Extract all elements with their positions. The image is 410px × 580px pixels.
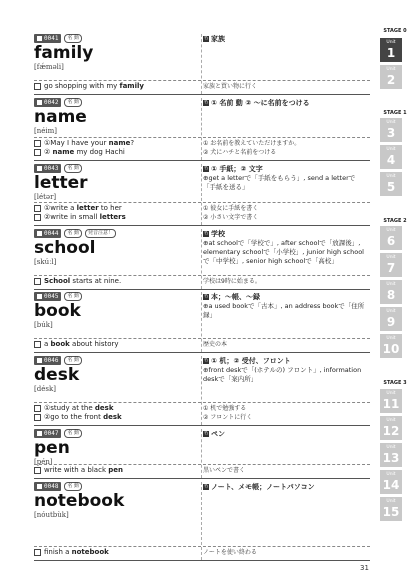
highlighted-word: School	[44, 277, 71, 285]
checkbox-icon[interactable]	[34, 405, 41, 412]
meaning: ノート、メモ帳；ノートパソコン	[211, 483, 315, 491]
noun-icon: 名	[203, 231, 209, 236]
pronunciation: [nóutbùk]	[34, 511, 69, 519]
page-number: 31	[360, 564, 369, 572]
example-sentence: School starts at nine.	[34, 277, 199, 286]
highlighted-word: desk	[103, 413, 122, 421]
noun-icon: 名	[203, 36, 209, 41]
unit-number: 6	[386, 234, 396, 248]
checkbox-icon[interactable]	[37, 100, 42, 105]
usage-note: ⊕front deskで「(ホテルの) フロント」, information deskで「案内所」	[203, 366, 362, 383]
column-separator	[201, 98, 202, 160]
headword: pen	[34, 438, 70, 458]
vocab-entry	[34, 164, 370, 225]
unit-tab-9[interactable]	[380, 307, 402, 331]
unit-number: 13	[382, 451, 400, 465]
checkbox-icon[interactable]	[34, 140, 41, 147]
meaning: ① 手紙；② 文字	[211, 165, 263, 173]
vocab-entry	[34, 292, 370, 352]
entry-header	[34, 98, 82, 107]
definition	[203, 165, 368, 192]
column-separator	[201, 34, 202, 94]
example-translation: 家族と買い物に行く	[203, 83, 258, 90]
unit-number: 1	[386, 46, 396, 60]
example-sentence: a book about history	[34, 340, 199, 349]
example-translation: ② 小さい文字で書く	[203, 214, 259, 221]
part-of-speech-tag: 名 動	[64, 98, 82, 107]
unit-number: 9	[386, 315, 396, 329]
unit-number: 2	[386, 73, 396, 87]
unit-tab-2[interactable]	[380, 65, 402, 89]
checkbox-icon[interactable]	[34, 83, 41, 90]
meaning: ① 机；② 受付、フロント	[211, 357, 291, 365]
column-separator	[201, 356, 202, 425]
noun-icon: 名	[203, 166, 209, 171]
column-separator	[201, 229, 202, 289]
highlighted-word: desk	[94, 404, 114, 412]
example-translation: 歴史の本	[203, 341, 228, 348]
unit-label: Unit	[386, 499, 396, 504]
example-divider	[34, 80, 370, 81]
headword: school	[34, 238, 96, 258]
pronunciation: [fǽməli]	[34, 63, 64, 71]
unit-tab-7[interactable]	[380, 253, 402, 277]
headword: name	[34, 107, 87, 127]
definition	[203, 293, 368, 320]
entry-header	[34, 229, 116, 238]
unit-label: Unit	[386, 418, 396, 423]
unit-tab-6[interactable]	[380, 226, 402, 250]
unit-tab-11[interactable]	[380, 389, 402, 413]
checkbox-icon[interactable]	[37, 294, 42, 299]
entry-header	[34, 34, 82, 43]
entry-number: 0042	[34, 98, 61, 107]
pronunciation: [pén]	[34, 458, 53, 466]
meaning: 本；～帳、～録	[211, 293, 260, 301]
vocab-entry	[34, 429, 370, 478]
example-translation: ノートを使い終わる	[203, 549, 257, 556]
part-of-speech-tag: 名 動	[64, 292, 82, 301]
entry-header	[34, 356, 82, 365]
pronunciation: [néim]	[34, 127, 57, 135]
example-sentence: go shopping with my family	[34, 82, 199, 91]
checkbox-icon[interactable]	[37, 231, 42, 236]
example-translation: 学校は9時に始まる。	[203, 278, 261, 285]
headword: desk	[34, 365, 80, 385]
entry-number: 0046	[34, 356, 61, 365]
example-translation: ② 犬にハチと名前をつける	[203, 149, 277, 156]
entry-number: 0044	[34, 229, 61, 238]
highlighted-word: letter	[76, 204, 99, 212]
entry-divider	[34, 160, 370, 161]
unit-tab-1[interactable]	[380, 38, 402, 62]
definition	[203, 430, 368, 439]
unit-label: Unit	[386, 336, 396, 341]
example-divider	[34, 546, 370, 547]
example-translation: 黒いペンで書く	[203, 467, 246, 474]
vocab-entry	[34, 229, 370, 289]
unit-label: Unit	[386, 472, 396, 477]
checkbox-icon[interactable]	[34, 149, 41, 156]
unit-number: 3	[386, 126, 396, 140]
unit-number: 14	[382, 478, 400, 492]
entry-divider	[34, 225, 370, 226]
noun-icon: 名	[203, 100, 209, 105]
pronunciation: [létər]	[34, 193, 57, 201]
unit-label: Unit	[386, 282, 396, 287]
stage-label: STAGE 1	[383, 110, 407, 116]
part-of-speech-tag: 名 動	[64, 34, 82, 43]
definition	[203, 99, 368, 108]
example-translation: ② フロントに行く	[203, 414, 253, 421]
headword: letter	[34, 173, 88, 193]
unit-number: 8	[386, 288, 396, 302]
headword: notebook	[34, 491, 125, 511]
pronunciation: [búk]	[34, 321, 53, 329]
stage-label: STAGE 3	[383, 380, 407, 386]
unit-number: 5	[386, 180, 396, 194]
entry-header	[34, 164, 82, 173]
stage-label: STAGE 0	[383, 28, 407, 34]
example-divider	[34, 464, 370, 465]
checkbox-icon[interactable]	[34, 205, 41, 212]
unit-tab-4[interactable]	[380, 145, 402, 169]
meaning: ① 名前 動 ② ～に名前をつける	[211, 99, 310, 107]
unit-tab-15[interactable]	[380, 497, 402, 521]
checkbox-icon[interactable]	[37, 484, 42, 489]
entry-number: 0043	[34, 164, 61, 173]
pronunciation-note: 発音注意！	[85, 229, 116, 238]
pronunciation: [désk]	[34, 385, 56, 393]
checkbox-icon[interactable]	[34, 341, 41, 348]
example-sentence: ①study at the desk	[34, 404, 199, 413]
noun-icon: 名	[203, 294, 209, 299]
unit-label: Unit	[386, 174, 396, 179]
highlighted-word: letters	[99, 213, 126, 221]
vocab-entry	[34, 482, 370, 560]
entry-divider	[34, 289, 370, 290]
definition	[203, 357, 368, 384]
checkbox-icon[interactable]	[34, 278, 41, 285]
part-of-speech-tag: 名 動	[64, 429, 82, 438]
highlighted-word: pen	[108, 466, 123, 474]
unit-tab-5[interactable]	[380, 172, 402, 196]
highlighted-word: name	[108, 139, 131, 147]
checkbox-icon[interactable]	[37, 166, 42, 171]
example-sentence: ②write in small letters	[34, 213, 199, 222]
unit-number: 11	[382, 397, 400, 411]
part-of-speech-tag: 名 動	[64, 164, 82, 173]
usage-note: ⊕a used bookで「古本」, an address bookで「住所録」	[203, 302, 365, 319]
unit-tab-12[interactable]	[380, 416, 402, 440]
example-divider	[34, 275, 370, 276]
headword: family	[34, 43, 94, 63]
column-separator	[201, 164, 202, 225]
unit-label: Unit	[386, 255, 396, 260]
noun-icon: 名	[203, 431, 209, 436]
part-of-speech-tag: 名 動	[64, 482, 82, 491]
unit-tab-13[interactable]	[380, 443, 402, 467]
entry-divider	[34, 94, 370, 95]
entry-divider	[34, 352, 370, 353]
example-divider	[34, 137, 370, 138]
meaning: 学校	[211, 230, 225, 238]
example-sentence: ①write a letter to her	[34, 204, 199, 213]
example-sentence: ①May I have your name?	[34, 139, 199, 148]
entry-header	[34, 292, 82, 301]
entry-divider	[34, 560, 370, 561]
unit-number: 10	[382, 342, 400, 356]
vocab-entry	[34, 34, 370, 94]
checkbox-icon[interactable]	[37, 36, 42, 41]
checkbox-icon[interactable]	[37, 358, 42, 363]
highlighted-word: family	[119, 82, 144, 90]
column-separator	[201, 429, 202, 478]
entry-number: 0047	[34, 429, 61, 438]
example-divider	[34, 402, 370, 403]
unit-number: 12	[382, 424, 400, 438]
unit-label: Unit	[386, 120, 396, 125]
unit-label: Unit	[386, 67, 396, 72]
unit-label: Unit	[386, 228, 396, 233]
entry-divider	[34, 478, 370, 479]
vocab-entry	[34, 356, 370, 425]
example-sentence: finish a notebook	[34, 548, 199, 557]
example-sentence: ② name my dog Hachi	[34, 148, 199, 157]
vocab-entry	[34, 98, 370, 160]
part-of-speech-tag: 名 動	[64, 356, 82, 365]
definition	[203, 35, 368, 44]
example-sentence: ②go to the front desk	[34, 413, 199, 422]
meaning: 家族	[211, 35, 225, 43]
column-separator	[201, 292, 202, 352]
stage-label: STAGE 2	[383, 218, 407, 224]
unit-label: Unit	[386, 391, 396, 396]
entry-header	[34, 482, 82, 491]
usage-note: ⊕get a letterで「手紙をもらう」, send a letterで「手紙を送る」	[203, 174, 356, 191]
unit-number: 7	[386, 261, 396, 275]
highlighted-word: name	[52, 148, 75, 156]
part-of-speech-tag: 名 動	[64, 229, 82, 238]
definition	[203, 230, 368, 266]
highlighted-word: book	[50, 340, 70, 348]
example-sentence: write with a black pen	[34, 466, 199, 475]
noun-icon: 名	[203, 358, 209, 363]
entry-number: 0041	[34, 34, 61, 43]
meaning: ペン	[211, 430, 225, 438]
unit-tab-8[interactable]	[380, 280, 402, 304]
noun-icon: 名	[203, 484, 209, 489]
checkbox-icon[interactable]	[34, 214, 41, 221]
column-separator	[201, 482, 202, 560]
example-divider	[34, 202, 370, 203]
example-translation: ① 彼女に手紙を書く	[203, 205, 259, 212]
unit-label: Unit	[386, 40, 396, 45]
entry-header	[34, 429, 82, 438]
unit-tab-10[interactable]	[380, 334, 402, 358]
checkbox-icon[interactable]	[34, 414, 41, 421]
unit-label: Unit	[386, 147, 396, 152]
unit-label: Unit	[386, 445, 396, 450]
entry-number: 0048	[34, 482, 61, 491]
unit-tab-3[interactable]	[380, 118, 402, 142]
example-translation: ① 机で勉強する	[203, 405, 247, 412]
unit-label: Unit	[386, 309, 396, 314]
unit-tab-14[interactable]	[380, 470, 402, 494]
unit-number: 4	[386, 153, 396, 167]
example-translation: ① お名前を教えていただけますか。	[203, 140, 301, 147]
usage-note: ⊕at schoolで「学校で」, after schoolで「放課後」, elementary schoolで「小学校」, junior high schoolで「中学校」, senior high schoolで「高校」	[203, 239, 364, 265]
example-divider	[34, 338, 370, 339]
checkbox-icon[interactable]	[37, 431, 42, 436]
checkbox-icon[interactable]	[34, 549, 41, 556]
unit-number: 15	[382, 505, 400, 519]
definition	[203, 483, 368, 492]
entry-number: 0045	[34, 292, 61, 301]
pronunciation: [skúːl]	[34, 258, 57, 266]
checkbox-icon[interactable]	[34, 467, 41, 474]
entry-divider	[34, 425, 370, 426]
headword: book	[34, 301, 81, 321]
highlighted-word: notebook	[71, 548, 109, 556]
